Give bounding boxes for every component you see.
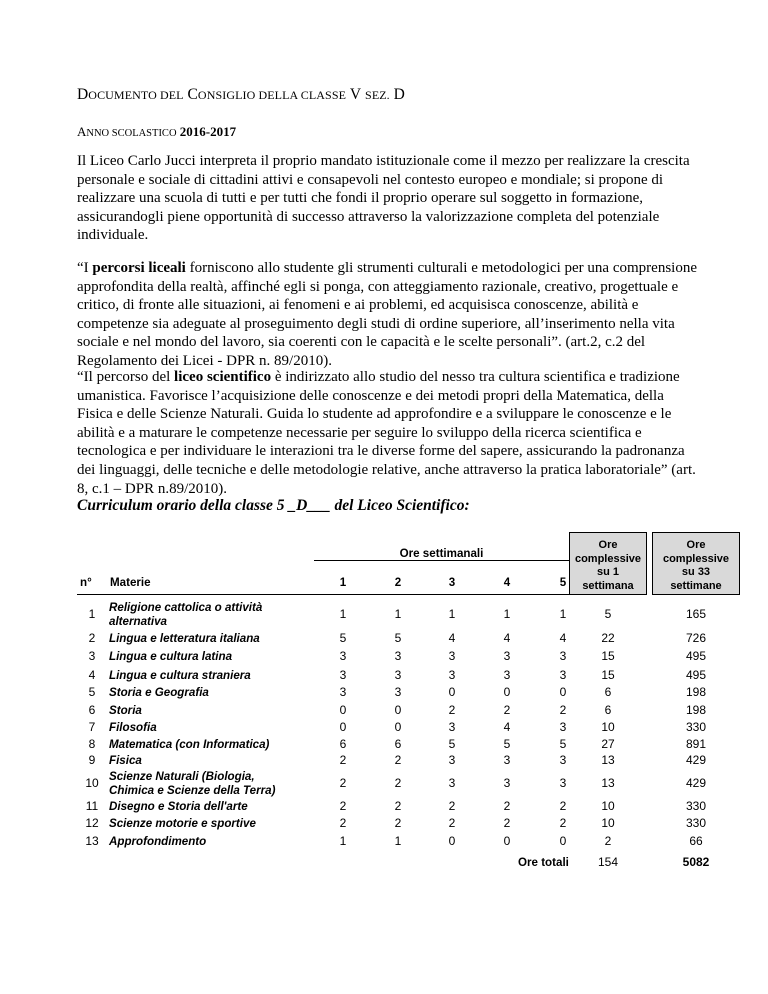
weekly-hours-cell: 3	[559, 753, 567, 767]
school-year: ANNO SCOLASTICO 2016-2017	[77, 124, 237, 139]
week-total-cell: 22	[601, 630, 615, 645]
row-number: 8	[88, 736, 96, 751]
weekly-hours-cell: 3	[559, 775, 567, 790]
subject-name: alternativa	[109, 614, 167, 628]
row-number: 6	[88, 703, 96, 717]
weekly-hours-cell: 4	[503, 720, 511, 734]
weekly-hours-cell: 2	[339, 816, 347, 830]
year-total-cell: 726	[685, 630, 707, 645]
header-year-5: 5	[559, 576, 567, 589]
subject-name: Lingua e letteratura italiana	[109, 631, 260, 645]
header-week-total-line: complessive	[574, 552, 642, 565]
weekly-hours-cell: 3	[503, 668, 511, 682]
week-total-cell: 10	[601, 720, 615, 734]
header-week-total-line: Ore	[598, 539, 618, 551]
weekly-hours-cell: 2	[339, 775, 347, 790]
year-total-cell: 330	[685, 720, 707, 734]
weekly-hours-cell: 0	[394, 703, 402, 717]
weekly-hours-cell: 5	[448, 736, 456, 751]
week-total-cell: 10	[601, 799, 615, 813]
year-total-cell: 429	[685, 775, 707, 790]
row-number: 10	[85, 775, 99, 790]
header-subject: Materie	[110, 576, 151, 589]
weekly-hours-cell: 3	[559, 720, 567, 734]
row-number: 7	[88, 720, 96, 734]
row-number: 11	[85, 799, 99, 813]
week-total-cell: 15	[601, 648, 615, 663]
liceo-scientifico-paragraph: “Il percorso del liceo scientifico è indirizzato allo studio del nesso tra cultura scientifica e tradizione umanistica. Favorisce l’acquisizione delle conoscenze e dei metodi propri della Matematica, della Fisica e delle Scienze Naturali. Guida lo studente ad approfondire e a sviluppare le conoscenze e le abilità e a maturare le competenze necessarie per seguire lo sviluppo della ricerca scientifica e tecnologica e per individuare le interazioni tra le diverse forme del sapere, assicurando la padronanza dei linguaggi, delle tecniche e delle metodologie relative, anche attraverso la pratica laboratoriale” (art. 8, c.1 – DPR n.89/2010).	[77, 369, 696, 497]
weekly-hours-cell: 2	[503, 816, 511, 830]
weekly-hours-cell: 5	[339, 630, 347, 645]
weekly-hours-cell: 3	[394, 668, 402, 682]
weekly-hours-cell: 3	[448, 648, 456, 663]
week-total-cell: 13	[601, 775, 615, 790]
weekly-hours-cell: 6	[394, 736, 402, 751]
week-total-cell: 13	[601, 753, 615, 767]
weekly-hours-cell: 0	[448, 833, 456, 848]
weekly-hours-cell: 0	[503, 685, 511, 699]
subject-name: Filosofia	[109, 721, 157, 734]
subject-name: Religione cattolica o attività	[109, 601, 263, 614]
year-total-cell: 330	[685, 799, 707, 813]
header-weekly: Ore settimanali	[399, 547, 484, 560]
row-number: 2	[88, 630, 96, 645]
weekly-hours-cell: 2	[448, 703, 456, 717]
weekly-hours-cell: 2	[394, 753, 402, 767]
weekly-hours-cell: 2	[448, 816, 456, 830]
percorsi-liceali-emphasis: percorsi liceali	[92, 260, 186, 276]
week-total-cell: 5	[604, 606, 612, 621]
liceo-scientifico-emphasis: liceo scientifico	[174, 369, 272, 385]
subject-name: Chimica e Scienze della Terra)	[109, 783, 276, 797]
intro-paragraph: Il Liceo Carlo Jucci interpreta il proprio mandato istituzionale come il mezzo per realizzare la crescita personale e sociale di cittadini attivi e consapevoli nel contesto europeo e mondiale; si propone di realizzare una scuola di tutti e per tutti che fondi il proprio operare sul soggetto in formazione, assicurandogli piene opportunità di successo attraverso la valorizzazione completa del potenziale individuale.	[77, 153, 690, 244]
week-total-cell: 15	[601, 668, 615, 682]
weekly-hours-cell: 3	[503, 753, 511, 767]
weekly-hours-cell: 0	[559, 833, 567, 848]
subject-name: Scienze motorie e sportive	[109, 817, 256, 830]
weekly-hours-cell: 5	[559, 736, 567, 751]
header-year-2: 2	[394, 576, 402, 589]
weekly-hours-cell: 1	[394, 833, 402, 848]
weekly-hours-cell: 0	[339, 703, 347, 717]
weekly-hours-cell: 2	[559, 799, 567, 813]
header-week-total-line: su 1	[596, 566, 619, 578]
year-total-cell: 429	[685, 753, 707, 767]
weekly-hours-cell: 2	[394, 775, 402, 790]
table-caption: Curriculum orario della classe 5 _D___ del Liceo Scientifico:	[77, 497, 470, 514]
weekly-hours-cell: 2	[448, 799, 456, 813]
weekly-hours-cell: 2	[339, 753, 347, 767]
year-total-cell: 330	[685, 816, 707, 830]
weekly-header-rule	[314, 560, 569, 561]
year-total-cell: 198	[685, 685, 707, 699]
week-total-cell: 6	[604, 703, 612, 717]
subject-name: Storia e Geografia	[109, 686, 209, 699]
row-number: 5	[88, 685, 96, 699]
header-week-total-line: settimana	[582, 579, 634, 592]
weekly-hours-cell: 1	[503, 606, 511, 621]
weekly-hours-cell: 1	[394, 606, 402, 621]
weekly-hours-cell: 4	[503, 630, 511, 645]
liceo-paths-paragraph: “I percorsi liceali forniscono allo studente gli strumenti culturali e metodologici per una comprensione approfondita della realtà, affinché egli si ponga, con atteggiamento razionale, creativo, progettuale e critico, di fronte alle situazioni, ai fenomeni e ai problemi, ed acquisisca conoscenze, abilità e competenze sia adeguate al proseguimento degli studi di ordine superiore, all’inserimento nella vita sociale e nel mondo del lavoro, sia coerenti con le capacità e le scelte personali”. (art.2, c.2 del Regolamento dei Licei - DPR n. 89/2010).	[77, 260, 697, 369]
header-year-3: 3	[448, 576, 456, 589]
weekly-hours-cell: 3	[448, 720, 456, 734]
weekly-hours-cell: 3	[339, 685, 347, 699]
header-year-total-line: su 33	[681, 566, 711, 578]
weekly-hours-cell: 3	[339, 648, 347, 663]
row-number: 3	[88, 648, 96, 663]
weekly-hours-cell: 1	[339, 606, 347, 621]
weekly-hours-cell: 1	[559, 606, 567, 621]
weekly-hours-cell: 2	[559, 816, 567, 830]
weekly-hours-cell: 5	[503, 736, 511, 751]
subject-name: Lingua e cultura straniera	[109, 669, 251, 682]
weekly-hours-cell: 2	[559, 703, 567, 717]
weekly-hours-cell: 3	[559, 648, 567, 663]
subject-name: Matematica (con Informatica)	[109, 737, 270, 751]
weekly-hours-cell: 3	[503, 775, 511, 790]
header-year-total-line: complessive	[662, 552, 730, 565]
year-total-cell: 66	[689, 833, 703, 848]
row-number: 1	[88, 606, 96, 621]
total-week: 154	[597, 855, 619, 869]
subject-name: Approfondimento	[109, 834, 207, 848]
weekly-hours-cell: 3	[339, 668, 347, 682]
header-year-total-line: settimane	[670, 579, 722, 592]
weekly-hours-cell: 4	[559, 630, 567, 645]
weekly-hours-cell: 2	[339, 799, 347, 813]
subject-name: Lingua e cultura latina	[109, 649, 233, 663]
week-total-cell: 2	[604, 833, 612, 848]
weekly-hours-cell: 2	[503, 799, 511, 813]
weekly-hours-cell: 1	[339, 833, 347, 848]
weekly-hours-cell: 0	[339, 720, 347, 734]
header-year-4: 4	[503, 576, 511, 589]
week-total-cell: 27	[601, 736, 615, 751]
subject-name: Disegno e Storia dell'arte	[109, 800, 248, 813]
weekly-hours-cell: 3	[503, 648, 511, 663]
weekly-hours-cell: 5	[394, 630, 402, 645]
year-total-cell: 198	[685, 703, 707, 717]
subject-name: Storia	[109, 704, 142, 717]
subject-name: Scienze Naturali (Biologia,	[109, 770, 255, 783]
weekly-hours-cell: 0	[503, 833, 511, 848]
year-total-cell: 495	[685, 668, 707, 682]
weekly-hours-cell: 6	[339, 736, 347, 751]
weekly-hours-cell: 2	[394, 799, 402, 813]
year-total-cell: 165	[685, 606, 707, 621]
row-number: 4	[88, 668, 96, 682]
total-label: Ore totali	[518, 856, 569, 869]
row-number: 13	[85, 833, 99, 848]
header-year-1: 1	[339, 576, 347, 589]
total-year: 5082	[682, 855, 710, 869]
subject-name: Fisica	[109, 754, 142, 767]
header-bottom-rule	[77, 594, 569, 595]
weekly-hours-cell: 1	[448, 606, 456, 621]
weekly-hours-cell: 3	[559, 668, 567, 682]
header-n: n°	[80, 576, 92, 589]
row-number: 9	[88, 753, 96, 767]
weekly-hours-cell: 3	[448, 668, 456, 682]
weekly-hours-cell: 4	[448, 630, 456, 645]
weekly-hours-cell: 0	[559, 685, 567, 699]
row-number: 12	[85, 816, 99, 830]
header-year-total-line: Ore	[686, 539, 706, 551]
year-total-cell: 891	[685, 736, 707, 751]
weekly-hours-cell: 2	[503, 703, 511, 717]
weekly-hours-cell: 3	[394, 685, 402, 699]
weekly-hours-cell: 0	[448, 685, 456, 699]
weekly-hours-cell: 2	[394, 816, 402, 830]
weekly-hours-cell: 3	[448, 753, 456, 767]
year-total-cell: 495	[685, 648, 707, 663]
week-total-cell: 10	[601, 816, 615, 830]
weekly-hours-cell: 3	[448, 775, 456, 790]
weekly-hours-cell: 0	[394, 720, 402, 734]
weekly-hours-cell: 3	[394, 648, 402, 663]
week-total-cell: 6	[604, 685, 612, 699]
document-title: DOCUMENTO DEL CONSIGLIO DELLA CLASSE V SEZ. D	[77, 86, 405, 103]
